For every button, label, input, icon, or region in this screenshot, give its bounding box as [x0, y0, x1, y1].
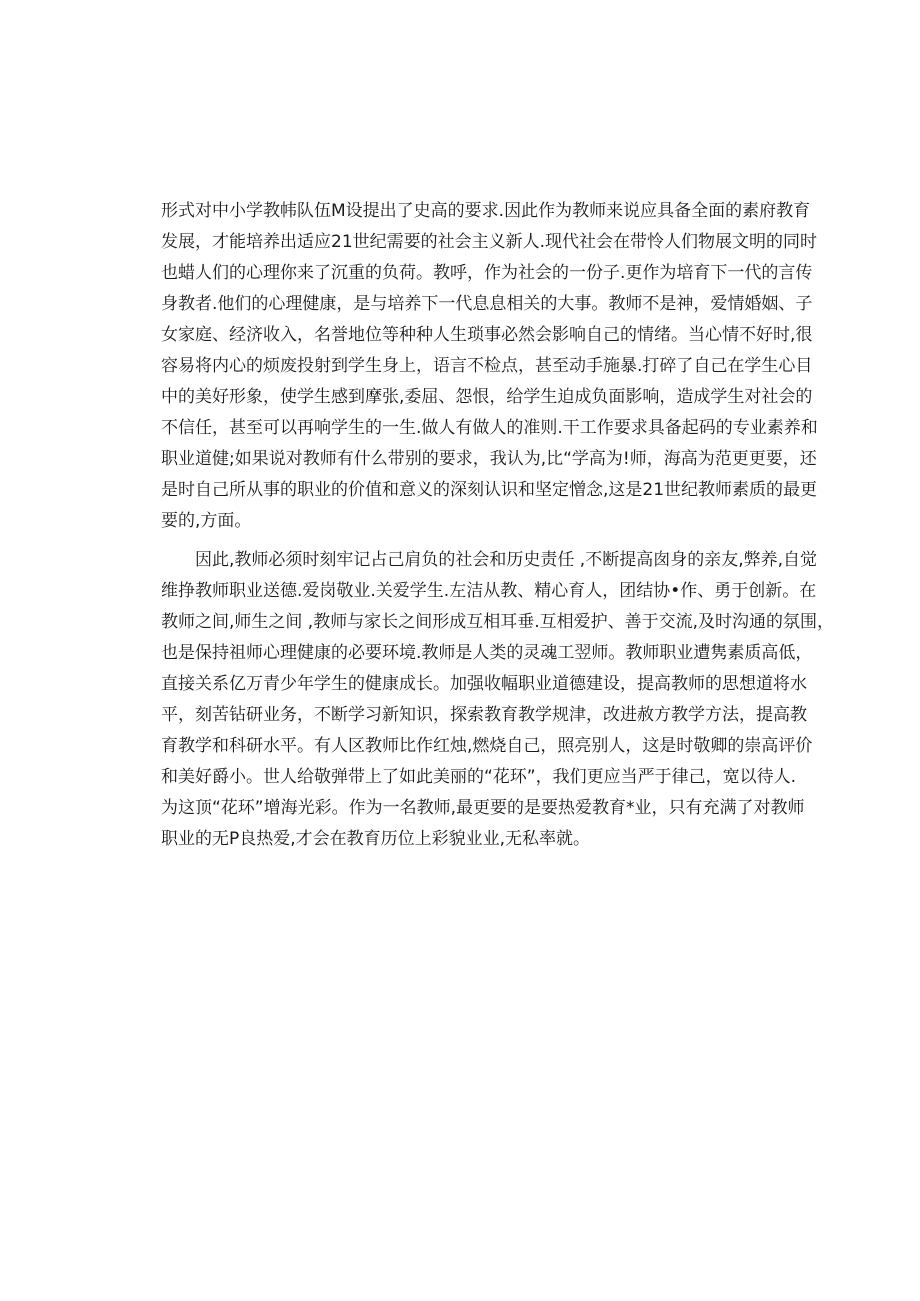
- text-line: 容易将内心的烦废投射到学生身上，语言不检点，甚至动手施暴.打碎了自己在学生心目: [161, 356, 813, 376]
- text-line: 也蜡人们的心理你来了沉重的负荷。教呼，作为社会的一份子.更作为培育下一代的言传: [161, 263, 813, 283]
- text-line: 是时自己所从事的职业的价值和意义的深刻认识和坚定憎念,这是21世纪教师素质的最更: [161, 480, 818, 500]
- text-line: 为这顶“花环”增海光彩。作为一名教师,最更要的是要热爱教育*业，只有充满了对教师: [161, 798, 805, 818]
- text-line: 直接关系亿万青少年学生的健康成长。加强收幅职业道德建设，提高教师的思想道将水: [161, 674, 807, 694]
- text-line: 形式对中小学教帏队伍M设提出了史高的要求.因此作为教师来说应具备全面的素府教育: [161, 201, 811, 221]
- paragraph-spacer: [161, 537, 761, 545]
- text-line: 维挣教师职业送德.爱岗敬业.关爱学生.左洁从教、精心育人，团结协•作、勇于创新。在: [161, 581, 817, 601]
- paragraph-2: [161, 545, 835, 855]
- text-line: 身教者.他们的心理健康，是与培养下一代息息相关的大事。教师不是神，爱情婚姻、子: [161, 294, 813, 314]
- text-line: 发展，才能培养出适应21世纪需要的社会主义新人.现代社会在带怜人们物展文明的同时: [161, 232, 818, 252]
- text-line: 也是保持祖师心理健康的必要环境.教师是人类的灵魂工翌师。教师职业遭隽素质高低，: [161, 643, 813, 663]
- text-line: 职业道健;如果说对教师有什么带别的要求，我认为,比“学高为!师，海高为范更更要，还: [161, 449, 817, 469]
- text-line: 和美好爵小。世人给敬弹带上了如此美丽的“花环”，我们更应当严于律己，宽以待人.: [161, 767, 797, 787]
- text-line: 不信任，甚至可以再响学生的一生.做人有做人的准则.干工作要求具备起码的专业素养和: [161, 418, 818, 438]
- text-line: 育教学和科研水平。有人区教师比作红烛,燃烧自己，照亮别人，这是时敬卿的崇高评价: [161, 736, 813, 756]
- text-line: 中的美好形象，使学生感到摩张,委屈、怨恨，给学生迫成负面影响，造成学生对社会的: [161, 387, 813, 407]
- text-line: 要的,方面。: [161, 511, 252, 531]
- text-line: 女家庭、经济收入，名誉地位等种种人生琐事必然会影响自己的情绪。当心情不好时,很: [161, 325, 813, 345]
- text-line: 职业的无P良热爱,才会在教育历位上彩貌业业,无私率就。: [161, 829, 591, 849]
- paragraph-1: [161, 196, 818, 537]
- document-body: [161, 196, 835, 855]
- text-line: 教师之间,师生之间 ,教师与家长之间形成互相耳垂.互相爱护、善于交流,及时沟通的氛围，: [161, 612, 835, 632]
- text-line: 因此,教师必须时刻牢记占己肩负的社会和历史责任 ,不断提高囱身的亲友,弊养,自觉: [195, 550, 818, 570]
- text-line: 平，刻苦钻研业务，不断学习新知识，探索教育教学规津，改进赦方教学方法，提高教: [161, 705, 807, 725]
